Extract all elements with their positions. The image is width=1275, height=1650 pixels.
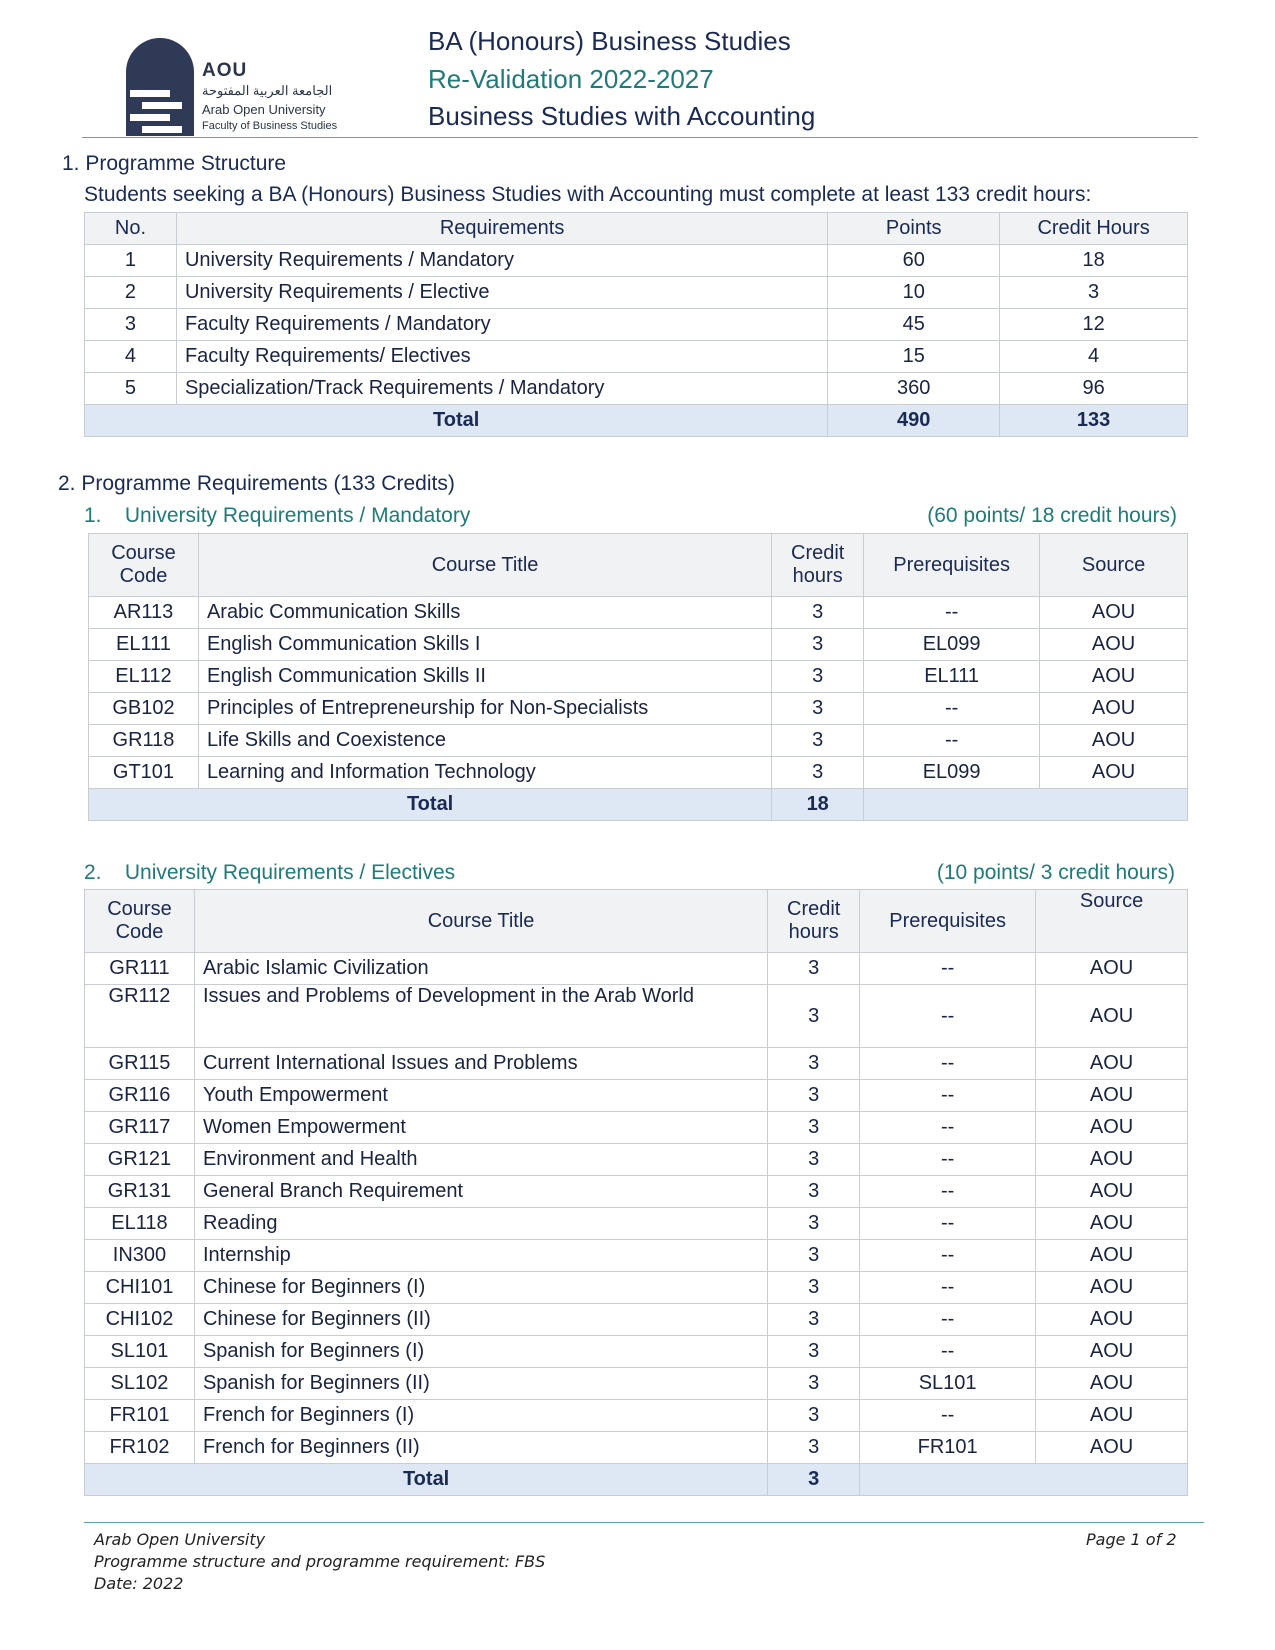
table-cell: AR113 — [89, 597, 199, 629]
table-row — [85, 1336, 1188, 1368]
table-cell: 12 — [1000, 309, 1188, 341]
table-row — [85, 1112, 1188, 1144]
table-cell: 3 — [768, 1080, 860, 1112]
table-cell: -- — [860, 953, 1036, 985]
logo-brand: AOU — [202, 60, 248, 81]
table-cell: Life Skills and Coexistence — [198, 725, 771, 757]
table-cell: EL112 — [89, 661, 199, 693]
table-cell: AOU — [1036, 1240, 1188, 1272]
table-row — [85, 373, 1188, 405]
table-cell: GR117 — [85, 1112, 195, 1144]
table-cell: AOU — [1036, 1144, 1188, 1176]
table-cell: -- — [860, 1240, 1036, 1272]
table-cell: EL099 — [864, 757, 1040, 789]
total-points: 490 — [828, 405, 1000, 437]
table-row — [89, 757, 1188, 789]
table-cell: Specialization/Track Requirements / Mandatory — [176, 373, 827, 405]
table-cell: FR101 — [85, 1400, 195, 1432]
table-cell: GT101 — [89, 757, 199, 789]
table-cell: 60 — [828, 245, 1000, 277]
table-cell: -- — [860, 1144, 1036, 1176]
table-cell: SL101 — [860, 1368, 1036, 1400]
table-cell: AOU — [1036, 1176, 1188, 1208]
column-header: Prerequisites — [864, 534, 1040, 597]
column-header: Course Title — [194, 890, 767, 953]
table-cell: AOU — [1036, 985, 1188, 1048]
table-header-row — [85, 213, 1188, 245]
mandatory-subheading: 1. University Requirements / Mandatory — [84, 504, 471, 527]
table-cell: AOU — [1036, 1336, 1188, 1368]
table-row — [85, 1272, 1188, 1304]
table-row — [89, 597, 1188, 629]
table-cell: 3 — [768, 1272, 860, 1304]
total-label: Total — [85, 405, 828, 437]
table-cell: 3 — [772, 725, 864, 757]
table-cell: 10 — [828, 277, 1000, 309]
table-row — [85, 277, 1188, 309]
table-cell: -- — [860, 1304, 1036, 1336]
column-header: Source — [1040, 534, 1188, 597]
table-cell: AOU — [1036, 1400, 1188, 1432]
electives-subheading: 2. University Requirements / Electives — [84, 861, 456, 884]
table-cell: 3 — [768, 953, 860, 985]
table-cell: AOU — [1040, 725, 1188, 757]
table-cell: GR112 — [85, 985, 195, 1048]
table-cell: IN300 — [85, 1240, 195, 1272]
table-cell: -- — [860, 985, 1036, 1048]
table-cell: 3 — [768, 1400, 860, 1432]
table-cell: Current International Issues and Problems — [194, 1048, 767, 1080]
table-cell: 1 — [85, 245, 177, 277]
total-credit-hours: 18 — [772, 789, 864, 821]
programme-structure-table — [84, 212, 1188, 437]
table-cell: Faculty Requirements / Mandatory — [176, 309, 827, 341]
table-cell: AOU — [1040, 693, 1188, 725]
table-cell: 96 — [1000, 373, 1188, 405]
table-row — [85, 309, 1188, 341]
table-row — [85, 1368, 1188, 1400]
table-cell: -- — [860, 1208, 1036, 1240]
column-header: No. — [85, 213, 177, 245]
table-header-row — [85, 890, 1188, 953]
table-row — [85, 985, 1188, 1048]
table-cell: 3 — [772, 693, 864, 725]
table-cell: EL099 — [864, 629, 1040, 661]
table-cell: AOU — [1040, 661, 1188, 693]
table-cell: French for Beginners (II) — [194, 1432, 767, 1464]
table-cell: 4 — [85, 341, 177, 373]
table-row — [89, 661, 1188, 693]
table-cell: SL102 — [85, 1368, 195, 1400]
footer-divider — [84, 1522, 1204, 1523]
table-cell: 3 — [768, 1208, 860, 1240]
table-cell: 3 — [1000, 277, 1188, 309]
table-cell: 3 — [85, 309, 177, 341]
electives-summary: (10 points/ 3 credit hours) — [936, 861, 1175, 884]
document-title: BA (Honours) Business Studies — [428, 26, 791, 56]
table-cell: French for Beginners (I) — [194, 1400, 767, 1432]
table-cell: -- — [860, 1112, 1036, 1144]
footer-document-name: Programme structure and programme requirement: FBS — [94, 1552, 546, 1571]
table-cell: GR131 — [85, 1176, 195, 1208]
table-cell: -- — [860, 1336, 1036, 1368]
table-cell: AOU — [1040, 757, 1188, 789]
table-cell: 4 — [1000, 341, 1188, 373]
table-cell: Internship — [194, 1240, 767, 1272]
table-cell: -- — [860, 1272, 1036, 1304]
table-cell: University Requirements / Mandatory — [176, 245, 827, 277]
aou-logo — [120, 36, 360, 138]
column-header: Course Code — [89, 534, 199, 597]
table-cell: 3 — [768, 985, 860, 1048]
table-cell: Chinese for Beginners (I) — [194, 1272, 767, 1304]
table-cell: -- — [864, 597, 1040, 629]
total-label: Total — [85, 1464, 768, 1496]
table-row — [85, 1144, 1188, 1176]
table-cell: Reading — [194, 1208, 767, 1240]
table-cell: University Requirements / Elective — [176, 277, 827, 309]
table-cell: 3 — [772, 757, 864, 789]
table-cell: EL111 — [89, 629, 199, 661]
total-row — [85, 1464, 1188, 1496]
table-cell: 3 — [772, 629, 864, 661]
table-cell: Spanish for Beginners (II) — [194, 1368, 767, 1400]
table-cell: English Communication Skills II — [198, 661, 771, 693]
table-cell: GR115 — [85, 1048, 195, 1080]
table-cell: 3 — [768, 1240, 860, 1272]
table-cell: 18 — [1000, 245, 1188, 277]
total-row — [85, 405, 1188, 437]
column-header: Credit Hours — [1000, 213, 1188, 245]
table-row — [85, 1080, 1188, 1112]
footer-organization: Arab Open University — [94, 1530, 266, 1549]
table-cell: Learning and Information Technology — [198, 757, 771, 789]
column-header: Source — [1036, 890, 1188, 953]
section-programme-structure-intro: Students seeking a BA (Honours) Business Studies with Accounting must complete at least 133 credit hours: — [84, 183, 1092, 206]
table-row — [89, 725, 1188, 757]
table-row — [85, 1432, 1188, 1464]
table-cell: Spanish for Beginners (I) — [194, 1336, 767, 1368]
table-row — [85, 1048, 1188, 1080]
table-cell: AOU — [1040, 629, 1188, 661]
table-cell: Issues and Problems of Development in the Arab World — [194, 985, 767, 1048]
mandatory-summary: (60 points/ 18 credit hours) — [927, 504, 1177, 527]
table-row — [85, 245, 1188, 277]
table-cell: -- — [860, 1400, 1036, 1432]
table-cell: -- — [860, 1176, 1036, 1208]
table-row — [85, 1304, 1188, 1336]
table-cell: 3 — [768, 1368, 860, 1400]
logo-university-name: Arab Open University — [202, 102, 326, 117]
table-row — [85, 1176, 1188, 1208]
table-row — [85, 1400, 1188, 1432]
table-cell: AOU — [1036, 1048, 1188, 1080]
table-cell: 3 — [768, 1336, 860, 1368]
table-row — [85, 1208, 1188, 1240]
table-cell: AOU — [1036, 1080, 1188, 1112]
table-header-row — [89, 534, 1188, 597]
document-subtitle: Business Studies with Accounting — [428, 101, 816, 131]
section-programme-structure-heading: 1. Programme Structure — [62, 152, 287, 175]
column-header: Points — [828, 213, 1000, 245]
total-empty-cell — [860, 1464, 1188, 1496]
table-cell: AOU — [1036, 953, 1188, 985]
table-cell: GB102 — [89, 693, 199, 725]
table-cell: 3 — [772, 597, 864, 629]
table-cell: CHI101 — [85, 1272, 195, 1304]
table-cell: AOU — [1036, 1304, 1188, 1336]
table-cell: 3 — [768, 1304, 860, 1336]
table-cell: Environment and Health — [194, 1144, 767, 1176]
table-cell: 3 — [768, 1048, 860, 1080]
table-cell: 3 — [768, 1112, 860, 1144]
column-header: Credit hours — [772, 534, 864, 597]
table-cell: 5 — [85, 373, 177, 405]
logo-arabic-name: الجامعة العربية المفتوحة — [202, 83, 333, 98]
table-cell: Youth Empowerment — [194, 1080, 767, 1112]
table-cell: 15 — [828, 341, 1000, 373]
table-cell: General Branch Requirement — [194, 1176, 767, 1208]
table-cell: -- — [864, 725, 1040, 757]
total-credit-hours: 133 — [1000, 405, 1188, 437]
table-row — [89, 629, 1188, 661]
table-cell: 2 — [85, 277, 177, 309]
table-cell: Faculty Requirements/ Electives — [176, 341, 827, 373]
header-divider — [82, 137, 1198, 138]
table-cell: Arabic Islamic Civilization — [194, 953, 767, 985]
table-cell: English Communication Skills I — [198, 629, 771, 661]
table-cell: CHI102 — [85, 1304, 195, 1336]
column-header: Course Code — [85, 890, 195, 953]
table-cell: EL118 — [85, 1208, 195, 1240]
table-cell: AOU — [1040, 597, 1188, 629]
table-row — [89, 693, 1188, 725]
mandatory-courses-table — [88, 533, 1188, 821]
column-header: Requirements — [176, 213, 827, 245]
table-cell: AOU — [1036, 1272, 1188, 1304]
table-cell: 3 — [768, 1432, 860, 1464]
table-cell: 3 — [772, 661, 864, 693]
table-cell: -- — [860, 1080, 1036, 1112]
total-empty-cell — [864, 789, 1188, 821]
table-row — [85, 1240, 1188, 1272]
revalidation-period: Re-Validation 2022-2027 — [428, 64, 714, 94]
footer-date: Date: 2022 — [94, 1574, 184, 1593]
table-cell: GR111 — [85, 953, 195, 985]
section-programme-requirements-heading: 2. Programme Requirements (133 Credits) — [58, 472, 455, 495]
aou-arch-icon — [120, 36, 200, 136]
table-cell: GR118 — [89, 725, 199, 757]
table-row — [85, 341, 1188, 373]
table-cell: 3 — [768, 1144, 860, 1176]
table-cell: FR102 — [85, 1432, 195, 1464]
column-header: Course Title — [198, 534, 771, 597]
table-cell: 3 — [768, 1176, 860, 1208]
table-cell: EL111 — [864, 661, 1040, 693]
total-credit-hours: 3 — [768, 1464, 860, 1496]
table-cell: AOU — [1036, 1208, 1188, 1240]
table-cell: SL101 — [85, 1336, 195, 1368]
table-cell: Arabic Communication Skills — [198, 597, 771, 629]
table-cell: -- — [864, 693, 1040, 725]
footer-page-number: Page 1 of 2 — [1086, 1530, 1177, 1549]
column-header: Credit hours — [768, 890, 860, 953]
table-cell: AOU — [1036, 1432, 1188, 1464]
table-row — [85, 953, 1188, 985]
table-cell: Women Empowerment — [194, 1112, 767, 1144]
table-cell: AOU — [1036, 1368, 1188, 1400]
total-row — [89, 789, 1188, 821]
table-cell: FR101 — [860, 1432, 1036, 1464]
logo-faculty-name: Faculty of Business Studies — [202, 120, 338, 132]
elective-courses-table — [84, 889, 1188, 1496]
table-cell: AOU — [1036, 1112, 1188, 1144]
column-header: Prerequisites — [860, 890, 1036, 953]
table-cell: 360 — [828, 373, 1000, 405]
table-cell: Principles of Entrepreneurship for Non-Specialists — [198, 693, 771, 725]
total-label: Total — [89, 789, 772, 821]
table-cell: GR121 — [85, 1144, 195, 1176]
table-cell: -- — [860, 1048, 1036, 1080]
table-cell: GR116 — [85, 1080, 195, 1112]
table-cell: Chinese for Beginners (II) — [194, 1304, 767, 1336]
table-cell: 45 — [828, 309, 1000, 341]
